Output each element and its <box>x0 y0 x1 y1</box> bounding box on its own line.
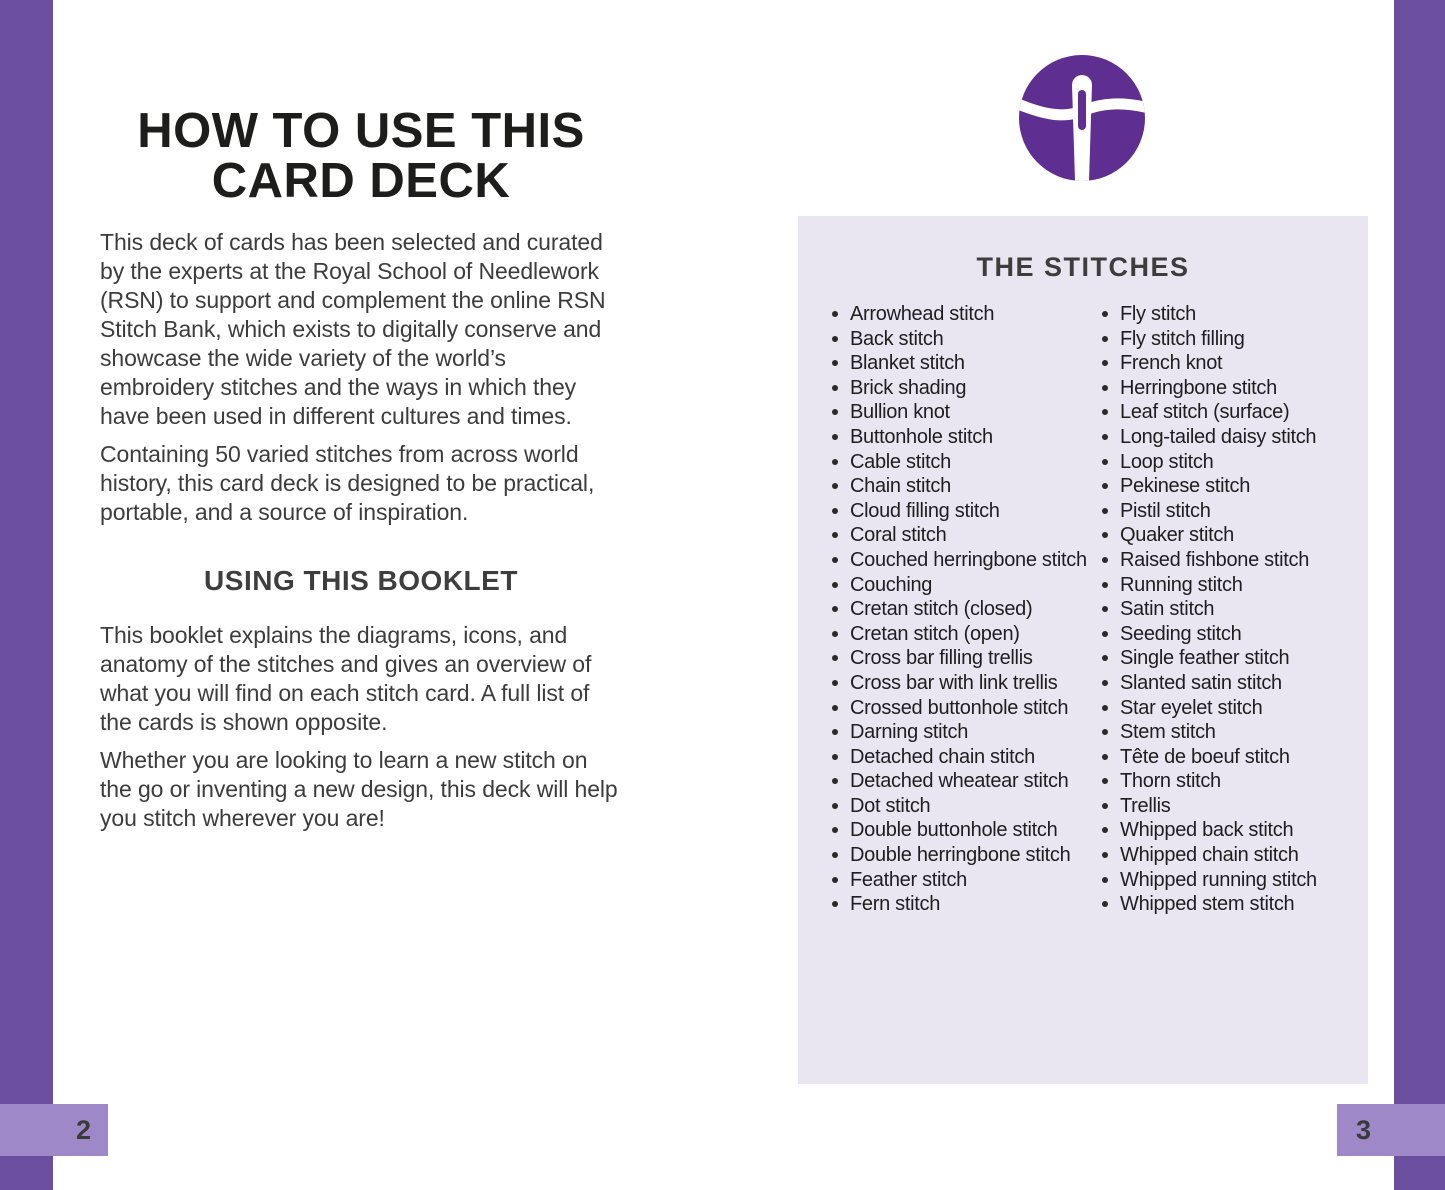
stitches-panel <box>798 216 1368 1084</box>
bullet-icon <box>1102 508 1108 514</box>
bullet-icon <box>832 754 838 760</box>
bullet-icon <box>1102 557 1108 563</box>
stitch-name: Satin stitch <box>1120 598 1215 621</box>
list-item <box>832 573 1087 598</box>
stitch-name: Arrowhead stitch <box>850 303 995 325</box>
page-tab-left <box>0 1104 108 1156</box>
list-item <box>1102 573 1317 598</box>
body-paragraph: Containing 50 varied stitches from across world history, this card deck is designed to be practical, portable, and a source of inspiration. <box>100 441 595 525</box>
bullet-icon <box>1102 311 1108 317</box>
stitch-name: Pekinese stitch <box>1120 475 1251 498</box>
page-title <box>100 106 622 206</box>
list-item <box>1102 351 1317 376</box>
list-item <box>832 671 1087 696</box>
list-item <box>832 499 1087 524</box>
list-item <box>1102 843 1317 868</box>
body-paragraph: This deck of cards has been selected and curated by the experts at the Royal School of Needlework (RSN) to support and complement the online RSN Stitch Bank, which exists to digitally conserve and showcase the wide variety of the world’s embroidery stitches and the ways in which they have been used in different cultures and times. <box>100 229 606 429</box>
bullet-icon <box>1102 803 1108 809</box>
list-item <box>1102 794 1317 819</box>
page-tab-right <box>1337 1104 1445 1156</box>
stitch-name: Detached wheatear stitch <box>850 770 1069 793</box>
intro-paragraphs <box>100 228 622 527</box>
list-item <box>1102 892 1317 917</box>
list-item <box>1102 474 1317 499</box>
bullet-icon <box>1102 631 1108 637</box>
list-item <box>832 769 1087 794</box>
page-title-line2: CARD DECK <box>211 154 511 208</box>
list-item <box>832 351 1087 376</box>
stitch-name: Cretan stitch (open) <box>850 622 1020 645</box>
list-item <box>832 622 1087 647</box>
bullet-icon <box>1102 459 1108 465</box>
list-item <box>1102 450 1317 475</box>
bullet-icon <box>832 631 838 637</box>
bullet-icon <box>1102 606 1108 612</box>
left-page <box>100 106 622 842</box>
list-item <box>832 892 1087 917</box>
stitch-name: Single feather stitch <box>1120 647 1290 670</box>
list-item <box>832 400 1087 425</box>
bullet-icon <box>832 803 838 809</box>
bullet-icon <box>1102 385 1108 391</box>
stitch-name: Cable stitch <box>850 450 951 473</box>
stitch-name: Darning stitch <box>850 721 969 744</box>
bullet-icon <box>1102 754 1108 760</box>
bullet-icon <box>1102 901 1108 907</box>
bullet-icon <box>1102 582 1108 588</box>
list-item <box>1102 868 1317 893</box>
stitch-name: Chain stitch <box>850 475 951 498</box>
list-item <box>1102 499 1317 524</box>
list-item <box>1102 671 1317 696</box>
list-item <box>1102 696 1317 721</box>
stitch-name: Running stitch <box>1120 573 1243 596</box>
stitch-name: Leaf stitch (surface) <box>1120 401 1290 424</box>
stitch-name: Brick shading <box>850 376 967 399</box>
stitch-name: Whipped chain stitch <box>1120 844 1299 867</box>
stitch-name: Detached chain stitch <box>850 745 1035 768</box>
list-item <box>832 843 1087 868</box>
list-item <box>832 327 1087 352</box>
list-item <box>832 548 1087 573</box>
bullet-icon <box>832 606 838 612</box>
list-item <box>832 794 1087 819</box>
bullet-icon <box>832 852 838 858</box>
stitch-name: Thorn stitch <box>1120 770 1221 793</box>
stitch-name: Fly stitch <box>1120 303 1196 325</box>
stitch-name: Double buttonhole stitch <box>850 819 1058 842</box>
stitch-name: Long-tailed daisy stitch <box>1120 425 1317 448</box>
bullet-icon <box>832 311 838 317</box>
section-heading: USING THIS BOOKLET <box>204 565 518 596</box>
bullet-icon <box>832 336 838 342</box>
stitch-name: Buttonhole stitch <box>850 425 993 448</box>
stitch-name: Coral stitch <box>850 524 947 547</box>
stitch-name: Dot stitch <box>850 794 931 817</box>
bullet-icon <box>832 557 838 563</box>
stitch-name: Whipped back stitch <box>1120 819 1294 842</box>
bullet-icon <box>1102 434 1108 440</box>
list-item <box>832 425 1087 450</box>
stitch-name: Trellis <box>1120 794 1171 817</box>
right-edge-bar <box>1394 0 1445 1190</box>
bullet-icon <box>832 360 838 366</box>
stitch-name: Crossed buttonhole stitch <box>850 696 1069 719</box>
list-item <box>1102 622 1317 647</box>
stitch-name: Quaker stitch <box>1120 524 1234 547</box>
list-item <box>832 818 1087 843</box>
bullet-icon <box>832 901 838 907</box>
stitch-name: Tête de boeuf stitch <box>1120 745 1290 768</box>
list-item <box>1102 646 1317 671</box>
list-item <box>1102 720 1317 745</box>
bullet-icon <box>832 729 838 735</box>
needle-and-thread-icon <box>1019 55 1145 181</box>
bullet-icon <box>832 827 838 833</box>
stitch-name: Herringbone stitch <box>1120 376 1277 399</box>
bullet-icon <box>832 680 838 686</box>
left-edge-bar <box>0 0 53 1190</box>
list-item <box>832 597 1087 622</box>
bullet-icon <box>1102 827 1108 833</box>
stitch-name: Feather stitch <box>850 868 967 891</box>
bullet-icon <box>1102 680 1108 686</box>
stitch-name: Pistil stitch <box>1120 499 1211 522</box>
bullet-icon <box>1102 532 1108 538</box>
page-title-line1: HOW TO USE THIS <box>137 104 585 158</box>
stitch-name: Bullion knot <box>850 401 950 424</box>
stitch-name: Star eyelet stitch <box>1120 696 1263 719</box>
stitch-name: Couching <box>850 573 933 596</box>
stitch-name: Cross bar with link trellis <box>850 671 1058 694</box>
list-item <box>1102 425 1317 450</box>
bullet-icon <box>1102 705 1108 711</box>
bullet-icon <box>832 508 838 514</box>
list-item <box>832 450 1087 475</box>
list-item <box>832 720 1087 745</box>
bullet-icon <box>832 582 838 588</box>
stitch-name: Couched herringbone stitch <box>850 548 1087 571</box>
body-paragraph: Whether you are looking to learn a new stitch on the go or inventing a new design, this deck will help you stitch wherever you are! <box>100 747 618 831</box>
stitch-name: Fly stitch filling <box>1120 327 1245 350</box>
bullet-icon <box>1102 360 1108 366</box>
list-item <box>832 646 1087 671</box>
bullet-icon <box>1102 409 1108 415</box>
bullet-icon <box>832 778 838 784</box>
list-item <box>1102 818 1317 843</box>
list-item <box>1102 597 1317 622</box>
list-item <box>832 868 1087 893</box>
bullet-icon <box>1102 778 1108 784</box>
list-item <box>832 696 1087 721</box>
list-item <box>832 523 1087 548</box>
bullet-icon <box>1102 729 1108 735</box>
stitch-name: Raised fishbone stitch <box>1120 548 1310 571</box>
list-item <box>1102 523 1317 548</box>
bullet-icon <box>832 532 838 538</box>
list-item <box>1102 327 1317 352</box>
list-item <box>1102 376 1317 401</box>
stitch-name: Stem stitch <box>1120 721 1216 744</box>
stitch-list-column-2 <box>1102 302 1317 917</box>
bullet-icon <box>832 434 838 440</box>
page-number: 3 <box>1356 1115 1372 1145</box>
list-item <box>1102 400 1317 425</box>
bullet-icon <box>1102 852 1108 858</box>
page-number: 2 <box>75 1115 91 1145</box>
list-item <box>832 474 1087 499</box>
stitches-panel-title: THE STITCHES <box>976 252 1190 282</box>
bullet-icon <box>832 385 838 391</box>
stitch-list-column-1 <box>832 302 1087 917</box>
bullet-icon <box>832 655 838 661</box>
bullet-icon <box>1102 655 1108 661</box>
stitch-name: Fern stitch <box>850 893 941 916</box>
bullet-icon <box>832 483 838 489</box>
stitch-name: Seeding stitch <box>1120 622 1242 645</box>
list-item <box>1102 745 1317 770</box>
stitch-name: French knot <box>1120 352 1223 375</box>
stitch-name: Cretan stitch (closed) <box>850 598 1033 621</box>
stitch-name: Double herringbone stitch <box>850 844 1071 867</box>
list-item <box>832 376 1087 401</box>
stitch-name: Back stitch <box>850 327 944 350</box>
list-item <box>1102 302 1317 327</box>
stitch-name: Blanket stitch <box>850 352 965 375</box>
bullet-icon <box>832 459 838 465</box>
list-item <box>1102 769 1317 794</box>
stitch-name: Cross bar filling trellis <box>850 647 1033 670</box>
bullet-icon <box>1102 336 1108 342</box>
bullet-icon <box>832 409 838 415</box>
bullet-icon <box>832 705 838 711</box>
stitch-name: Slanted satin stitch <box>1120 671 1282 694</box>
bullet-icon <box>1102 483 1108 489</box>
stitch-name: Whipped stem stitch <box>1120 893 1295 916</box>
stitch-name: Loop stitch <box>1120 450 1214 473</box>
stitch-name: Cloud filling stitch <box>850 499 1000 522</box>
bullet-icon <box>832 877 838 883</box>
stitch-name: Whipped running stitch <box>1120 868 1317 891</box>
section-paragraphs <box>100 621 622 833</box>
bullet-icon <box>1102 877 1108 883</box>
list-item <box>832 302 1087 327</box>
list-item <box>832 745 1087 770</box>
body-paragraph: This booklet explains the diagrams, icons, and anatomy of the stitches and gives an overview of what you will find on each stitch card. A full list of the cards is shown opposite. <box>100 622 592 735</box>
list-item <box>1102 548 1317 573</box>
